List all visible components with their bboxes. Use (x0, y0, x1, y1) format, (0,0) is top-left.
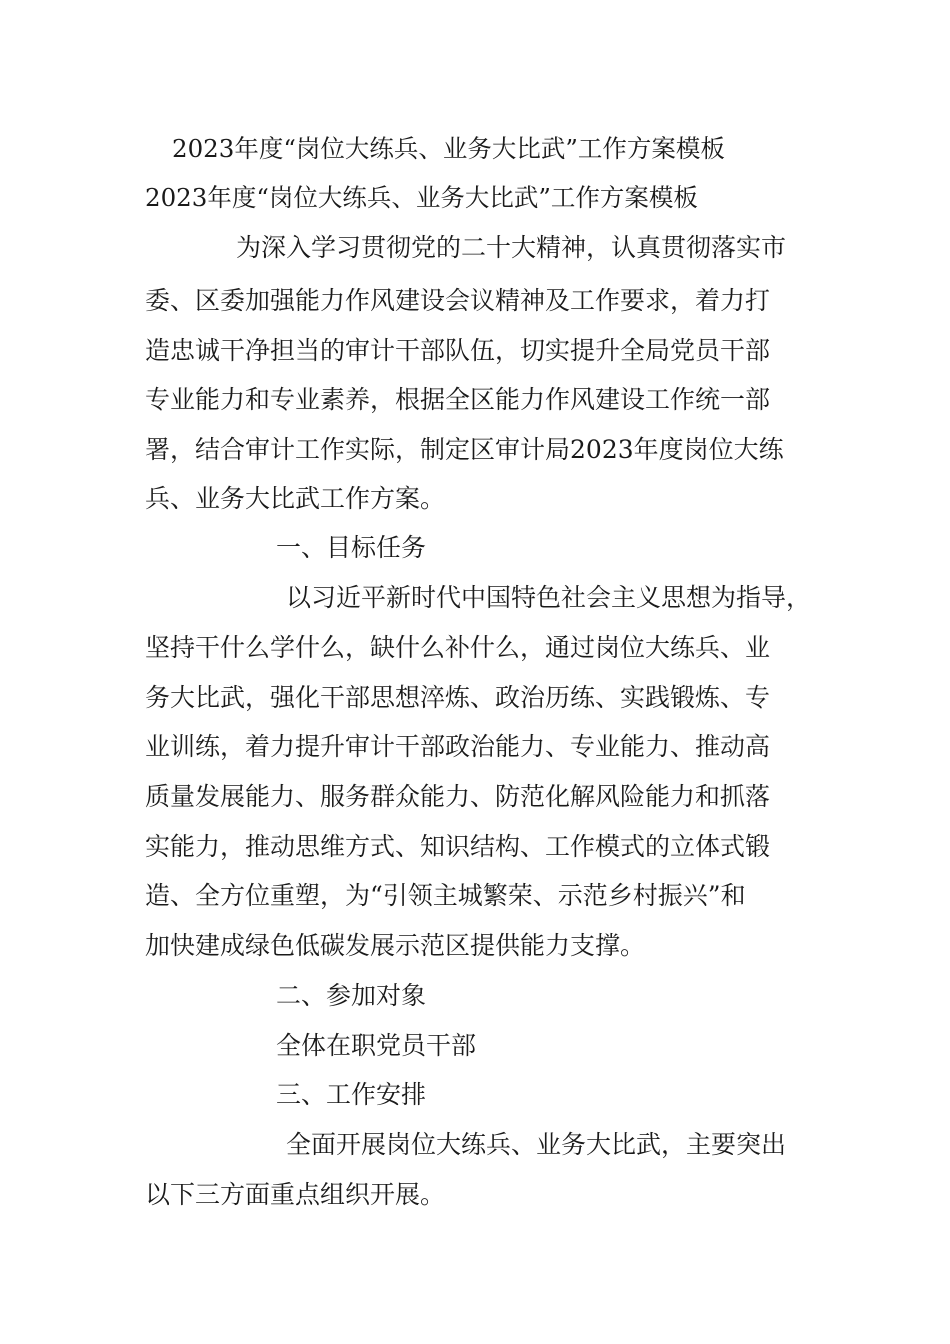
participants-line: 全体在职党员干部 (276, 1031, 477, 1060)
goals-line: 务大比武，强化干部思想淬炼、政治历练、实践锻炼、专 (145, 683, 771, 712)
goals-line: 实能力，推动思维方式、知识结构、工作模式的立体式锻 (145, 832, 771, 861)
intro-line: 署，结合审计工作实际，制定区审计局2023年度岗位大练 (145, 435, 784, 464)
goals-line: 造、全方位重塑，为“引领主城繁荣、示范乡村振兴”和 (145, 881, 746, 910)
intro-line: 造忠诚干净担当的审计干部队伍，切实提升全局党员干部 (145, 336, 771, 365)
intro-line: 为深入学习贯彻党的二十大精神，认真贯彻落实市 (236, 233, 787, 262)
intro-line: 专业能力和专业素养，根据全区能力作风建设工作统一部 (145, 385, 771, 414)
intro-line: 委、区委加强能力作风建设会议精神及工作要求，着力打 (145, 286, 771, 315)
goals-line: 质量发展能力、服务群众能力、防范化解风险能力和抓落 (145, 782, 771, 811)
section-heading-arrangement: 三、工作安排 (276, 1080, 427, 1109)
goals-line: 坚持干什么学什么，缺什么补什么，通过岗位大练兵、业 (145, 633, 771, 662)
document-subtitle: 2023年度“岗位大练兵、业务大比武”工作方案模板 (145, 183, 698, 212)
section-heading-goals: 一、目标任务 (276, 533, 427, 562)
arrangement-line: 以下三方面重点组织开展。 (145, 1180, 446, 1209)
goals-line: 业训练，着力提升审计干部政治能力、专业能力、推动高 (145, 732, 771, 761)
goals-line: 以习近平新时代中国特色社会主义思想为指导， (286, 583, 812, 612)
arrangement-line: 全面开展岗位大练兵、业务大比武，主要突出 (286, 1130, 787, 1159)
section-heading-participants: 二、参加对象 (276, 981, 427, 1010)
goals-line: 加快建成绿色低碳发展示范区提供能力支撑。 (145, 931, 646, 960)
intro-line: 兵、业务大比武工作方案。 (145, 484, 446, 513)
document-title: 2023年度“岗位大练兵、业务大比武”工作方案模板 (172, 134, 725, 163)
